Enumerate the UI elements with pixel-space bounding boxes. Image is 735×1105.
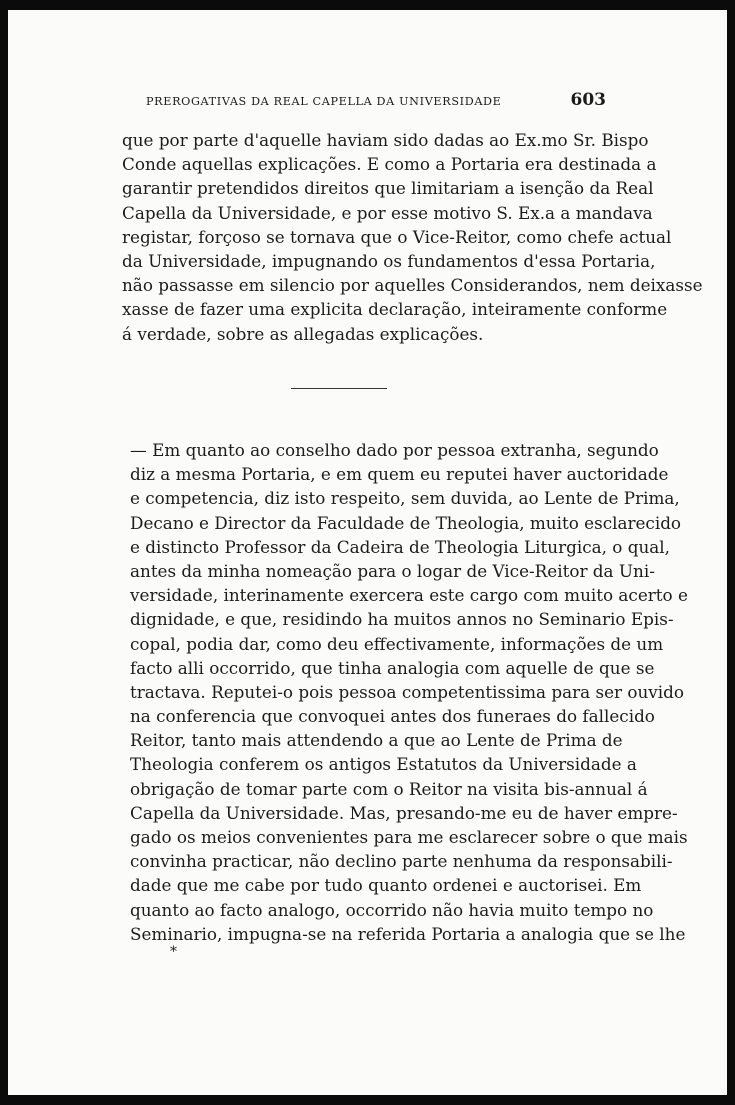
text-line: garantir pretendidos direitos que limitariam a isenção da Real bbox=[122, 178, 654, 199]
footnote-mark: * bbox=[170, 944, 177, 960]
text-line: copal, podia dar, como deu effectivamente, informações de um bbox=[130, 633, 664, 654]
paragraph-1 bbox=[122, 128, 703, 346]
text-line: Theologia conferem os antigos Estatutos da Universidade a bbox=[130, 754, 637, 775]
text-line: convinha practicar, não declino parte nenhuma da responsabili- bbox=[130, 851, 673, 872]
running-head: PREROGATIVAS DA REAL CAPELLA DA UNIVERSIDADE bbox=[146, 95, 502, 108]
section-divider bbox=[291, 388, 387, 389]
text-line: gado os meios convenientes para me esclarecer sobre o que mais bbox=[130, 827, 688, 847]
text-line: da Universidade, impugnando os fundamentos d'essa Portaria, bbox=[122, 250, 656, 271]
page-header bbox=[146, 90, 606, 114]
text-line: antes da minha nomeação para o logar de Vice-Reitor da Uni- bbox=[130, 560, 655, 581]
book-page bbox=[8, 10, 727, 1095]
text-line: facto alli occorrido, que tinha analogia com aquelle de que se bbox=[130, 657, 655, 678]
text-line: que por parte d'aquelle haviam sido dadas ao Ex.mo Sr. Bispo bbox=[122, 130, 649, 150]
text-line: obrigação de tomar parte com o Reitor na visita bis-annual á bbox=[130, 778, 648, 799]
text-line: á verdade, sobre as allegadas explicações. bbox=[122, 323, 484, 344]
paragraph-2 bbox=[122, 438, 688, 946]
text-line: dignidade, e que, residindo ha muitos annos no Seminario Epis- bbox=[130, 609, 674, 630]
text-line: e competencia, diz isto respeito, sem duvida, ao Lente de Prima, bbox=[130, 488, 680, 509]
text-line: Seminario, impugna-se na referida Portaria a analogia que se lhe bbox=[130, 923, 686, 944]
text-line: versidade, interinamente exercera este cargo com muito acerto e bbox=[130, 585, 688, 606]
text-line: Decano e Director da Faculdade de Theologia, muito esclarecido bbox=[130, 512, 682, 533]
text-line: Reitor, tanto mais attendendo a que ao Lente de Prima de bbox=[130, 730, 623, 751]
text-line: quanto ao facto analogo, occorrido não havia muito tempo no bbox=[130, 899, 654, 920]
text-line: não passasse em silencio por aquelles Considerandos, nem deixasse bbox=[122, 275, 703, 296]
text-line: registar, forçoso se tornava que o Vice-Reitor, como chefe actual bbox=[122, 226, 672, 247]
text-line: xasse de fazer uma explicita declaração, inteiramente conforme bbox=[122, 299, 668, 320]
text-line: Conde aquellas explicações. E como a Portaria era destinada a bbox=[122, 154, 657, 175]
text-line: dade que me cabe por tudo quanto ordenei e auctorisei. Em bbox=[130, 875, 642, 896]
text-line: e distincto Professor da Cadeira de Theologia Liturgica, o qual, bbox=[130, 536, 670, 557]
text-line: Capella da Universidade. Mas, presando-me eu de haver empre- bbox=[130, 802, 678, 823]
text-line: — Em quanto ao conselho dado por pessoa extranha, segundo bbox=[130, 440, 659, 460]
text-line: na conferencia que convoquei antes dos funeraes do fallecido bbox=[130, 706, 655, 727]
page-number: 603 bbox=[570, 90, 606, 110]
text-line: Capella da Universidade, e por esse motivo S. Ex.a a mandava bbox=[122, 202, 653, 223]
text-line: diz a mesma Portaria, e em quem eu reputei haver auctoridade bbox=[130, 464, 669, 485]
text-line: tractava. Reputei-o pois pessoa competentissima para ser ouvido bbox=[130, 681, 684, 702]
